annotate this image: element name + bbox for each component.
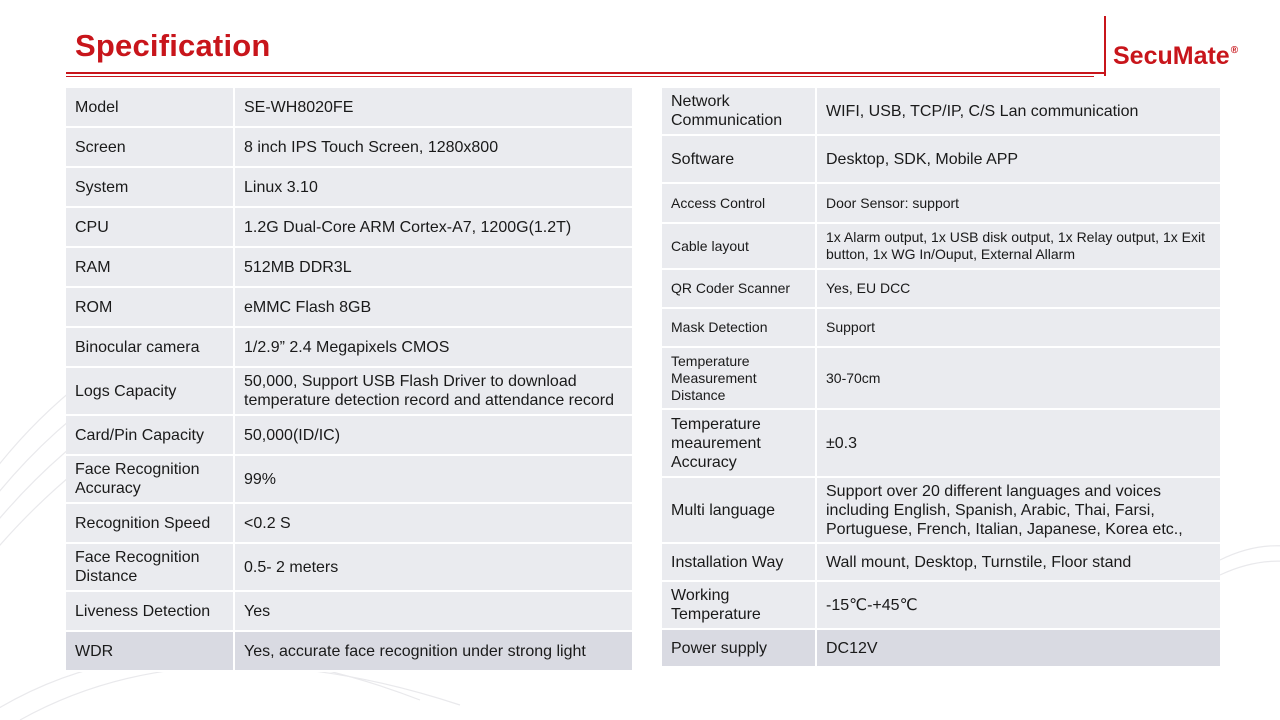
spec-key: WDR (66, 632, 235, 672)
spec-key: Face Recognition Accuracy (66, 456, 235, 504)
spec-key: Access Control (662, 184, 817, 224)
spec-key: Logs Capacity (66, 368, 235, 416)
spec-key: Power supply (662, 630, 817, 668)
spec-key: Screen (66, 128, 235, 168)
spec-value: WIFI, USB, TCP/IP, C/S Lan communication (817, 88, 1220, 136)
registered-mark: ® (1230, 45, 1239, 56)
spec-value: 99% (235, 456, 632, 504)
spec-value: Wall mount, Desktop, Turnstile, Floor stand (817, 544, 1220, 582)
table-row (66, 128, 632, 168)
title-underline-thin (66, 76, 1094, 77)
spec-value: Linux 3.10 (235, 168, 632, 208)
table-row (662, 348, 1220, 410)
spec-key: Card/Pin Capacity (66, 416, 235, 456)
spec-value: 8 inch IPS Touch Screen, 1280x800 (235, 128, 632, 168)
table-row (662, 478, 1220, 544)
spec-table-left (66, 88, 632, 672)
spec-key: Multi language (662, 478, 817, 544)
table-row (66, 416, 632, 456)
spec-value: Yes, accurate face recognition under strong light (235, 632, 632, 672)
spec-table-right (662, 88, 1220, 668)
table-row (66, 88, 632, 128)
spec-value: DC12V (817, 630, 1220, 668)
spec-value: 50,000, Support USB Flash Driver to download temperature detection record and attendance record (235, 368, 632, 416)
title-underline (66, 72, 1094, 74)
logo-divider (1104, 16, 1106, 76)
spec-value: Yes, EU DCC (817, 270, 1220, 309)
spec-value: 1x Alarm output, 1x USB disk output, 1x Relay output, 1x Exit button, 1x WG In/Ouput, External Allarm (817, 224, 1220, 270)
spec-key: QR Coder Scanner (662, 270, 817, 309)
spec-value: -15℃-+45℃ (817, 582, 1220, 630)
title-underline-end (1094, 72, 1104, 74)
table-row (66, 592, 632, 632)
spec-value: Support (817, 309, 1220, 348)
table-row (66, 328, 632, 368)
table-row (66, 168, 632, 208)
spec-value: 1.2G Dual-Core ARM Cortex-A7, 1200G(1.2T) (235, 208, 632, 248)
table-row (66, 208, 632, 248)
table-row (662, 136, 1220, 184)
table-row (662, 270, 1220, 309)
table-row (66, 368, 632, 416)
spec-key: Temperature meaurement Accuracy (662, 410, 817, 478)
table-row (66, 544, 632, 592)
table-row (662, 224, 1220, 270)
spec-key: Installation Way (662, 544, 817, 582)
spec-key: Mask Detection (662, 309, 817, 348)
table-row (662, 184, 1220, 224)
table-row (662, 88, 1220, 136)
spec-key: RAM (66, 248, 235, 288)
spec-key: System (66, 168, 235, 208)
spec-value: 1/2.9” 2.4 Megapixels CMOS (235, 328, 632, 368)
table-row (66, 248, 632, 288)
spec-key: Liveness Detection (66, 592, 235, 632)
spec-value: Door Sensor: support (817, 184, 1220, 224)
brand-name: SecuMate (1113, 42, 1230, 70)
spec-key: Recognition Speed (66, 504, 235, 544)
table-row (66, 632, 632, 672)
table-row (66, 504, 632, 544)
spec-key: Software (662, 136, 817, 184)
spec-value: Desktop, SDK, Mobile APP (817, 136, 1220, 184)
spec-key: Face Recognition Distance (66, 544, 235, 592)
spec-value: <0.2 S (235, 504, 632, 544)
spec-value: eMMC Flash 8GB (235, 288, 632, 328)
spec-key: Network Communication (662, 88, 817, 136)
table-row (662, 544, 1220, 582)
table-row (66, 288, 632, 328)
spec-value: 512MB DDR3L (235, 248, 632, 288)
spec-key: Cable layout (662, 224, 817, 270)
spec-value: ±0.3 (817, 410, 1220, 478)
brand-logo (1113, 42, 1238, 71)
table-row (662, 630, 1220, 668)
table-row (662, 309, 1220, 348)
spec-key: CPU (66, 208, 235, 248)
spec-key: ROM (66, 288, 235, 328)
table-row (66, 456, 632, 504)
spec-key: Model (66, 88, 235, 128)
spec-value: Support over 20 different languages and voices including English, Spanish, Arabic, Thai, Farsi, Portuguese, French, Italian, Japanese, Korea etc., (817, 478, 1220, 544)
table-row (662, 582, 1220, 630)
table-row (662, 410, 1220, 478)
spec-key: Binocular camera (66, 328, 235, 368)
spec-value: 30-70cm (817, 348, 1220, 410)
spec-value: Yes (235, 592, 632, 632)
page-title: Specification (75, 28, 271, 63)
spec-value: 50,000(ID/IC) (235, 416, 632, 456)
spec-key: Temperature Measurement Distance (662, 348, 817, 410)
spec-value: SE-WH8020FE (235, 88, 632, 128)
spec-key: Working Temperature (662, 582, 817, 630)
spec-value: 0.5- 2 meters (235, 544, 632, 592)
